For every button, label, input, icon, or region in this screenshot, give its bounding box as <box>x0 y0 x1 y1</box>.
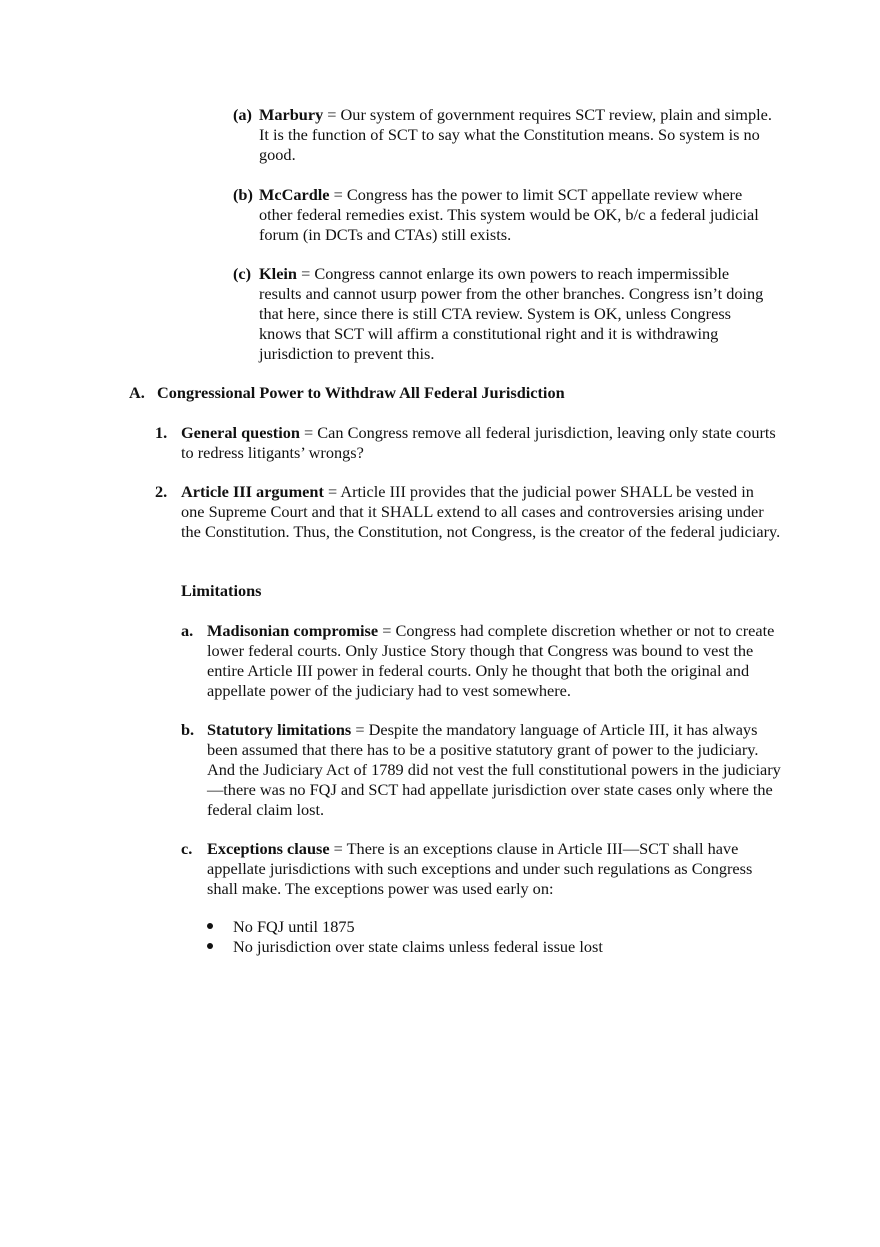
numbered-item-1 <box>181 423 781 463</box>
section-a-label: A. <box>129 383 145 402</box>
bullet-item <box>206 917 603 937</box>
numbered-item-2-text: Article III provides that the judicial power SHALL be vested in one Supreme Court and that it SHALL extend to all cases and controversies arising under the Constitution. Thus, the Constitution, not Congress, is the creator of the federal judiciary. <box>181 482 781 541</box>
bullet-dot-icon <box>207 923 213 929</box>
numbered-item-1-label: 1. <box>155 423 168 442</box>
lettered-item-a-label: a. <box>181 621 194 640</box>
numbered-item-2-term: Article III argument <box>181 482 324 501</box>
lettered-item-a-text: Congress had complete discretion whether or not to create lower federal courts. Only Justice Story though that Congress was bound to vest the entire Article III power in federal courts. Only he thought that both the original and appellate power of the judiciary had to vest somewhere. <box>207 621 775 700</box>
roman-item-b-term: McCardle <box>259 185 330 204</box>
roman-item-c-text: Congress cannot enlarge its own powers to reach impermissible results and cannot usurp power from the other branches. Congress isn’t doing that here, since there is still CTA review. System is OK, unless Congress knows that SCT will affirm a constitutional right and it is withdrawing jurisdiction to prevent this. <box>259 264 764 363</box>
numbered-item-1-text: Can Congress remove all federal jurisdiction, leaving only state courts to redress litigants’ wrongs? <box>181 423 776 462</box>
roman-item-b-label: (b) <box>233 185 253 204</box>
roman-item-a-text: Our system of government requires SCT review, plain and simple. It is the function of SCT to say what the Constitution means. So system is no good. <box>259 105 772 164</box>
section-a-title: Congressional Power to Withdraw All Federal Jurisdiction <box>157 383 565 402</box>
limitations-heading: Limitations <box>181 581 262 600</box>
lettered-item-c-separator: = <box>329 839 347 858</box>
lettered-item-c-term: Exceptions clause <box>207 839 330 858</box>
roman-item-c <box>259 264 771 364</box>
lettered-item-b-separator: = <box>351 720 369 739</box>
roman-item-a-label: (a) <box>233 105 252 124</box>
lettered-item-b-text: Despite the mandatory language of Article III, it has always been assumed that there has to be a positive statutory grant of power to the judiciary. And the Judiciary Act of 1789 did not vest the full constitutional powers in the judiciary—there was no FQJ and SCT had appellate jurisdiction over state cases only where the federal claim lost. <box>207 720 781 819</box>
lettered-item-b-term: Statutory limitations <box>207 720 352 739</box>
lettered-item-c-text: There is an exceptions clause in Article III—SCT shall have appellate jurisdictions with such exceptions and under such regulations as Congress shall make. The exceptions power was used early on: <box>207 839 753 898</box>
bullet-dot-icon <box>207 943 213 949</box>
roman-item-a-separator: = <box>323 105 341 124</box>
lettered-item-a-separator: = <box>378 621 396 640</box>
numbered-item-2 <box>181 482 781 542</box>
roman-item-a <box>259 105 779 165</box>
roman-item-b-text: Congress has the power to limit SCT appellate review where other federal remedies exist. This system would be OK, b/c a federal judicial forum (in DCTs and CTAs) still exists. <box>259 185 759 244</box>
lettered-item-c-label: c. <box>181 839 193 858</box>
lettered-item-b <box>207 720 782 820</box>
numbered-item-2-separator: = <box>323 482 341 501</box>
roman-item-a-term: Marbury <box>259 105 324 124</box>
lettered-item-c <box>207 839 782 899</box>
bullet-item-text: No FQJ until 1875 <box>233 917 355 936</box>
roman-item-c-term: Klein <box>259 264 297 283</box>
bullet-item <box>206 937 603 957</box>
roman-item-b-separator: = <box>329 185 347 204</box>
roman-item-c-label: (c) <box>233 264 252 283</box>
lettered-item-a-term: Madisonian compromise <box>207 621 379 640</box>
lettered-item-a <box>207 621 782 701</box>
roman-item-c-separator: = <box>297 264 315 283</box>
lettered-item-b-label: b. <box>181 720 195 739</box>
numbered-item-1-separator: = <box>299 423 318 442</box>
roman-item-b <box>259 185 779 245</box>
bullet-item-text: No jurisdiction over state claims unless federal issue lost <box>233 937 603 956</box>
numbered-item-1-term: General question <box>181 423 300 442</box>
bullet-list <box>206 917 603 957</box>
numbered-item-2-label: 2. <box>155 482 168 501</box>
